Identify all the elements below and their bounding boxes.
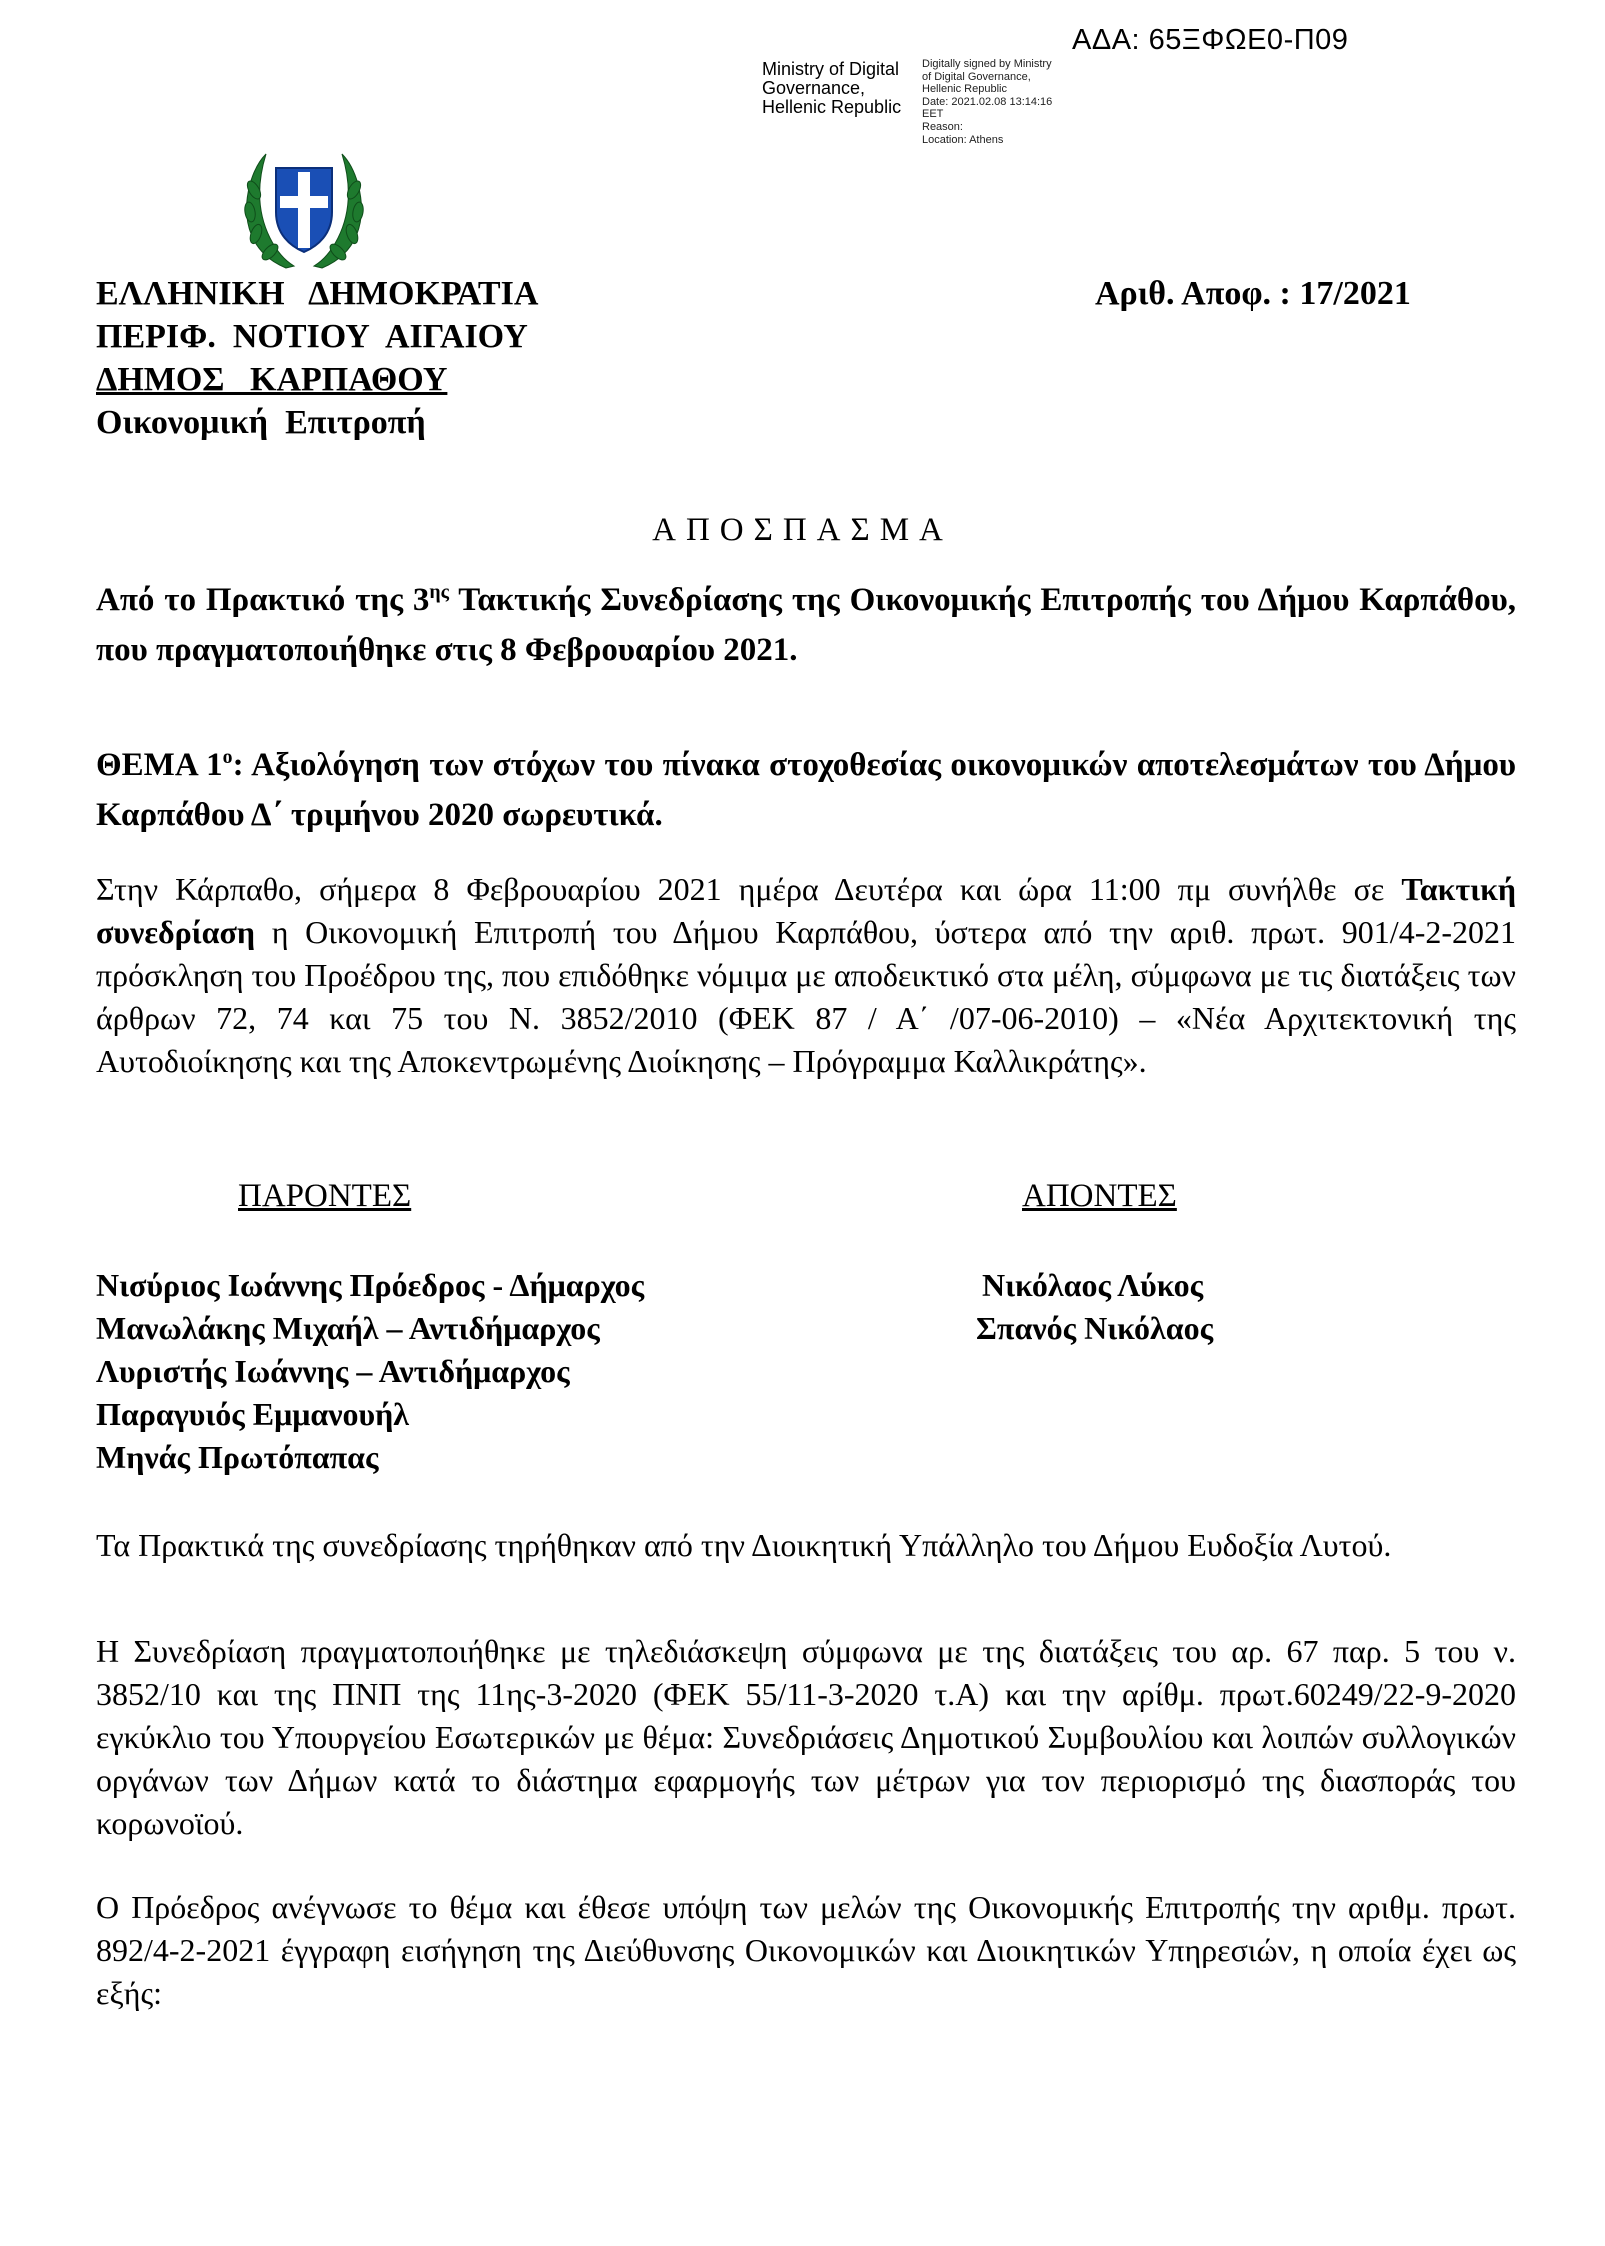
list-item: Νικόλαος Λύκος	[982, 1267, 1204, 1303]
absent-heading: ΑΠΟΝΤΕΣ	[1022, 1178, 1177, 1214]
present-members-list	[96, 1264, 644, 1479]
subject-heading: ΘΕΜΑ $1^o$: Αξιολόγηση των στόχων του πίνακα στοχοθεσίας οικονομικών αποτελεσμάτων του Δήμου Καρπάθου Δ΄ τριμήνου 2020 σωρευτικά.	[96, 746, 1516, 833]
list-item: Λυριστής Ιωάννης – Αντιδήμαρχος	[96, 1353, 570, 1389]
list-item: Σπανός Νικόλαος	[976, 1310, 1214, 1346]
signature-detail-line: Location: Athens	[922, 133, 1004, 146]
municipality-name: ΔΗΜΟΣ ΚΑΡΠΑΘΟΥ	[96, 361, 448, 398]
signature-detail-line: Hellenic Republic	[922, 83, 1007, 96]
region-name: ΠΕΡΙΦ. ΝΟΤΙΟΥ ΑΙΓΑΙΟΥ	[96, 318, 528, 355]
decision-number: Αριθ. Αποφ. : 17/2021	[1095, 275, 1411, 312]
signature-detail-line: Digitally signed by Ministry	[922, 58, 1052, 70]
present-heading: ΠΑΡΟΝΤΕΣ	[238, 1178, 412, 1214]
intro-heading: Από το Πρακτικό της $3^{\eta\varsigma}$ Τακτικής Συνεδρίασης της Οικονομικής Επιτροπής του Δήμου Καρπάθου, που πραγματοποιήθηκε στις 8 Φεβρουαρίου 2021.	[96, 581, 1517, 668]
ada-code: ΑΔΑ: 65ΞΦΩΕ0-Π09	[1072, 24, 1349, 56]
teleconference-paragraph: Η Συνεδρίαση πραγματοποιήθηκε με τηλεδιάσκεψη σύμφωνα με της διατάξεις του αρ. 67 παρ. 5 του ν. 3852/10 και της ΠΝΠ της 11ης-3-2020 (ΦΕΚ 55/11-3-2020 τ.Α) και την αρίθμ. πρωτ.60249/22-9-2020 εγκύκλιο του Υπουργείου Εσωτερικών με θέμα: Συνεδριάσεις Δημοτικού Συμβουλίου και λοιπών συλλογικών οργάνων των Δήμων κατά το διάστημα εφαρμογής των μέτρων για τον περιορισμό της διασποράς του κορωνοϊού.	[96, 1633, 1516, 1841]
list-item: Νισύριος Ιωάννης Πρόεδρος - Δήμαρχος	[96, 1267, 645, 1303]
list-item: Μανωλάκης Μιχαήλ – Αντιδήμαρχος	[96, 1310, 600, 1346]
absent-members-list	[976, 1264, 1213, 1350]
signature-detail-line: Date: 2021.02.08 13:14:16	[922, 95, 1053, 108]
committee-name: Οικονομική Επιτροπή	[96, 404, 426, 441]
list-item: Μηνάς Πρωτόπαπας	[96, 1439, 379, 1475]
document-title: ΑΠΟΣΠΑΣΜΑ	[652, 512, 953, 548]
signature-detail-line: of Digital Governance,	[922, 70, 1031, 83]
meeting-paragraph: Στην Κάρπαθο, σήμερα 8 Φεβρουαρίου 2021 ημέρα Δευτέρα και ώρα 11:00 πμ συνήλθε σε Τακτική συνεδρίαση η Οικονομική Επιτροπή του Δήμου Καρπάθου, ύστερα από την αριθ. πρωτ. 901/4-2-2021 πρόσκληση του Προέδρου της, που επιδόθηκε νόμιμα με αποδεικτικό στα μέλη, σύμφωνα με τις διατάξεις των άρθρων 72, 74 και 75 του Ν. 3852/2010 (ΦΕΚ 87 / Α΄ /07-06-2010) – «Νέα Αρχιτεκτονική της Αυτοδιοίκησης και της Αποκεντρωμένης Διοίκησης – Πρόγραμμα Καλλικράτης».	[96, 871, 1516, 1079]
signature-detail-line: EET	[922, 108, 944, 121]
minutes-keeper-paragraph: Τα Πρακτικά της συνεδρίασης τηρήθηκαν από την Διοικητική Υπάλληλο του Δήμου Ευδοξία Λυτού.	[96, 1527, 1392, 1563]
list-item: Παραγυιός Εμμανουήλ	[96, 1396, 410, 1432]
signature-name: Ministry of Digital Governance, Hellenic Republic	[762, 59, 902, 117]
greek-coat-of-arms-icon	[234, 150, 374, 276]
signature-details	[922, 58, 1102, 146]
issuer-header	[96, 272, 538, 444]
signature-detail-line: Reason:	[922, 120, 963, 133]
proposal-paragraph: Ο Πρόεδρος ανέγνωσε το θέμα και έθεσε υπόψη των μελών της Οικονομικής Επιτροπής την αριθμ. πρωτ. 892/4-2-2021 έγγραφη εισήγηση της Διεύθυνσης Οικονομικών και Διοικητικών Υπηρεσιών, η οποία έχει ως εξής:	[96, 1889, 1516, 2011]
country-name: ΕΛΛΗΝΙΚΗ ΔΗΜΟΚΡΑΤΙΑ	[96, 275, 539, 312]
